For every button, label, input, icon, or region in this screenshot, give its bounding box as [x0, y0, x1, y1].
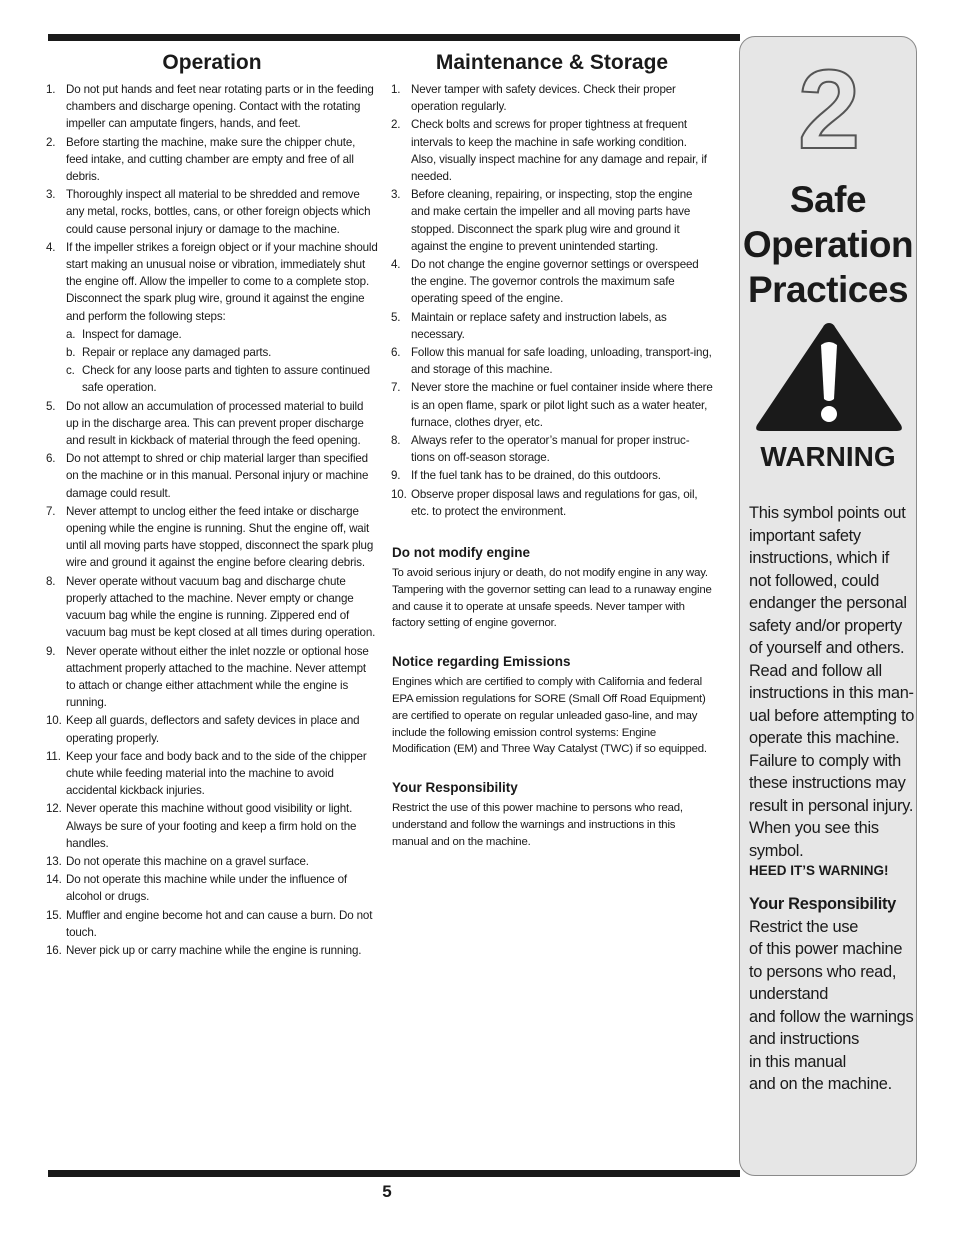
list-item: [46, 81, 378, 133]
list-item: [391, 432, 713, 466]
item-number: 1.: [391, 83, 401, 96]
list-item: [46, 186, 378, 238]
sub-list-item: [66, 362, 378, 396]
side-responsibility-line: to persons who read,: [749, 962, 897, 981]
sub-item-text: Repair or replace any damaged parts.: [82, 346, 272, 360]
list-item: [46, 871, 378, 905]
maintenance-heading: Maintenance & Storage: [435, 51, 669, 74]
side-responsibility-line: in this manual: [749, 1052, 846, 1071]
item-text: Do not operate this machine while under the influence of alcohol or drugs.: [66, 873, 347, 904]
item-number: 6.: [46, 452, 56, 466]
item-number: 2.: [46, 135, 56, 149]
item-number: 12.: [46, 802, 62, 816]
item-text: Never operate without vacuum bag and discharge chute properly attached to the machine. Never empty or change vacuum bag while the engine is running. Zippered end of vacuum bag must be kept closed at all times during operation.: [66, 574, 376, 640]
list-item: [391, 486, 713, 520]
sub-item-letter: b.: [66, 346, 76, 360]
item-text: Never operate without either the inlet nozzle or optional hose attachment properly attached to the machine. Never attempt to attach or change either attachment while the engine is running.: [66, 644, 369, 710]
item-number: 16.: [46, 943, 62, 957]
warning-triangle-icon: [753, 319, 905, 435]
list-item: [46, 450, 378, 502]
item-number: 1.: [46, 83, 56, 96]
item-text: Observe proper disposal laws and regulations for gas, oil, etc. to protect the environment.: [411, 487, 698, 518]
responsibility-heading: Your Responsibility: [392, 780, 518, 796]
side-responsibility-line: and on the machine.: [749, 1075, 892, 1093]
list-item: [46, 907, 378, 941]
item-text: Do not operate this machine on a gravel surface.: [66, 854, 309, 868]
sub-item-text: Check for any loose parts and tighten to assure continued safe operation.: [82, 364, 370, 395]
item-number: 3.: [391, 188, 401, 202]
chapter-side-panel: [739, 36, 917, 1176]
item-text: Always refer to the operator’s manual for proper instruc-tions on off-season storage.: [411, 434, 690, 465]
maintenance-list: [391, 81, 713, 520]
list-item: [391, 186, 713, 255]
list-item: [391, 344, 713, 378]
item-text: Do not put hands and feet near rotating parts or in the feeding chambers and discharge opening. Contact with the rotating impeller can amputate fingers, hands, and feet.: [66, 83, 374, 131]
item-number: 7.: [391, 381, 401, 395]
item-text: Maintain or replace safety and instruction labels, as necessary.: [411, 310, 667, 341]
sub-item-text: Inspect for damage.: [82, 327, 182, 341]
operation-heading: Operation: [162, 51, 262, 74]
list-item: [391, 116, 713, 185]
item-number: 13.: [46, 854, 62, 868]
item-number: 2.: [391, 118, 401, 132]
item-text: Never attempt to unclog either the feed intake or discharge opening while the engine is running. Shut the engine off, wait until all moving parts have stopped, disconnect the spark plug wire and ground it against the engine before clearing debris.: [66, 504, 374, 570]
list-item: [46, 398, 378, 450]
list-item: [46, 643, 378, 712]
list-item: [46, 800, 378, 852]
item-number: 10.: [46, 714, 62, 728]
item-number: 9.: [391, 469, 401, 483]
item-text: If the impeller strikes a foreign object or if your machine should start making an unusual noise or vibration, immediately shut the engine off. Allow the impeller to come to a complete stop. Disconnect the spark plug wire, ground it against the engine and perform the following steps:: [66, 240, 378, 323]
list-item: [391, 81, 713, 115]
item-text: Never tamper with safety devices. Check their proper operation regularly.: [411, 83, 676, 114]
list-item: [391, 256, 713, 308]
item-number: 5.: [46, 399, 56, 413]
responsibility-text: Restrict the use of this power machine to persons who read, understand and follow the warnings and instructions in this manual and on the machine.: [392, 802, 683, 848]
emissions-text: Engines which are certified to comply with California and federal EPA emission regulations for SORE (Small Off Road Equipment) are certified to operate on regular unleaded gaso-line, and may include the following emission control systems: Engine Modification (EM) and Three Way Catalyst (TWC) if so equipped.: [392, 676, 707, 756]
item-number: 10.: [391, 487, 407, 501]
item-number: 3.: [46, 188, 56, 202]
chapter-title-line: Safe: [789, 179, 867, 220]
item-number: 11.: [46, 749, 61, 763]
list-item: [391, 467, 713, 484]
item-text: Before cleaning, repairing, or inspecting, stop the engine and make certain the impeller and all moving parts have stopped. Disconnect the spark plug wire and ground it against the engine to prevent unintended starting.: [411, 188, 693, 253]
item-text: Before starting the machine, make sure the chipper chute, feed intake, and cutting chamber are empty and free of all debris.: [66, 135, 356, 184]
item-number: 7.: [46, 504, 56, 518]
item-text: If the fuel tank has to be drained, do this outdoors.: [411, 469, 661, 483]
list-item: [391, 309, 713, 343]
warning-word: WARNING: [760, 441, 896, 472]
item-number: 8.: [46, 574, 56, 588]
list-item: [46, 573, 378, 642]
chapter-number: 2: [797, 47, 859, 172]
side-responsibility-line: understand: [749, 985, 829, 1003]
item-number: 9.: [46, 644, 56, 658]
side-responsibility-title: Your Responsibility: [749, 895, 896, 913]
maintenance-section: [391, 50, 713, 851]
item-text: Do not attempt to shred or chip material larger than specified on the machine or in this manual. Personal injury or machine damage could result.: [66, 452, 369, 500]
sub-item-letter: c.: [66, 364, 75, 378]
item-text: Never pick up or carry machine while the engine is running.: [66, 943, 362, 957]
sub-list: [66, 326, 378, 397]
sub-list-item: [66, 326, 378, 343]
side-responsibility-line: and instructions: [749, 1030, 859, 1048]
item-number: 14.: [46, 873, 62, 887]
list-item: [46, 712, 378, 746]
list-item: [46, 503, 378, 572]
side-responsibility-line: and follow the warnings: [749, 1007, 914, 1026]
item-text: Thoroughly inspect all material to be shredded and remove any metal, rocks, bottles, cans, or other foreign objects which could cause personal injury or damage to the machine.: [66, 188, 371, 236]
item-number: 4.: [46, 240, 56, 254]
list-item: [46, 748, 378, 800]
symbol-explanation: This symbol points out important safety instructions, which if not followed, could endanger the personal safety and/or property of yourself and others. Read and follow all instructions in this man-ual before attempting to operate this machine. Failure to comply with these instructions may result in personal injury. When you see this symbol.: [749, 504, 915, 860]
page-number: 5: [382, 1182, 392, 1201]
top-rule: [48, 34, 740, 41]
operation-list: [46, 81, 378, 959]
operation-section: [46, 50, 378, 960]
side-responsibility-line: Restrict the use: [749, 917, 859, 936]
modify-engine-text: To avoid serious injury or death, do not modify engine in any way. Tampering with the governor setting can lead to a runaway engine and cause it to operate at unsafe speeds. Never tamper with factory setting of engine governor.: [392, 567, 712, 630]
item-number: 6.: [391, 346, 401, 360]
list-item: [46, 134, 378, 186]
chapter-title-line: Practices: [747, 269, 909, 310]
list-item: [391, 379, 713, 431]
warning-description: [749, 502, 915, 1096]
item-text: Never store the machine or fuel container inside where there is an open flame, spark or pilot light such as a water heater, furnace, clothes dryer, etc.: [411, 381, 713, 429]
sub-list-item: [66, 344, 378, 361]
emissions-heading: Notice regarding Emissions: [392, 654, 571, 670]
item-text: Muffler and engine become hot and can cause a burn. Do not touch.: [66, 908, 373, 939]
item-number: 4.: [391, 258, 401, 272]
item-number: 15.: [46, 908, 62, 922]
heed-warning: HEED IT’S WARNING!: [749, 863, 889, 878]
item-number: 5.: [391, 310, 401, 324]
sub-item-letter: a.: [66, 327, 76, 341]
item-text: Keep all guards, deflectors and safety devices in place and operating properly.: [66, 714, 360, 745]
list-item: [46, 853, 378, 870]
modify-engine-heading: Do not modify engine: [392, 545, 530, 561]
bottom-rule: [48, 1170, 740, 1177]
item-number: 8.: [391, 434, 401, 448]
item-text: Follow this manual for safe loading, unloading, transport-ing, and storage of this machine.: [411, 346, 712, 377]
item-text: Do not allow an accumulation of processed material to build up in the discharge area. This can prevent proper discharge and result in kickback of material through the feed opening.: [66, 399, 364, 448]
item-text: Keep your face and body back and to the side of the chipper chute while feeding material into the machine to avoid accidental kickback injuries.: [66, 749, 367, 798]
list-item: [46, 239, 378, 397]
chapter-title: [740, 177, 916, 312]
chapter-title-line: Operation: [742, 224, 914, 265]
item-text: Never operate this machine without good visibility or light. Always be sure of your footing and keep a firm hold on the handles.: [66, 802, 357, 850]
item-text: Check bolts and screws for proper tightness at frequent intervals to keep the machine in safe working condition. Also, visually inspect machine for any damage and repair, if needed.: [411, 118, 707, 184]
side-responsibility-line: of this power machine: [749, 940, 903, 958]
list-item: [46, 942, 378, 959]
item-text: Do not change the engine governor settings or overspeed the engine. The governor controls the maximum safe operating speed of the engine.: [411, 258, 699, 306]
